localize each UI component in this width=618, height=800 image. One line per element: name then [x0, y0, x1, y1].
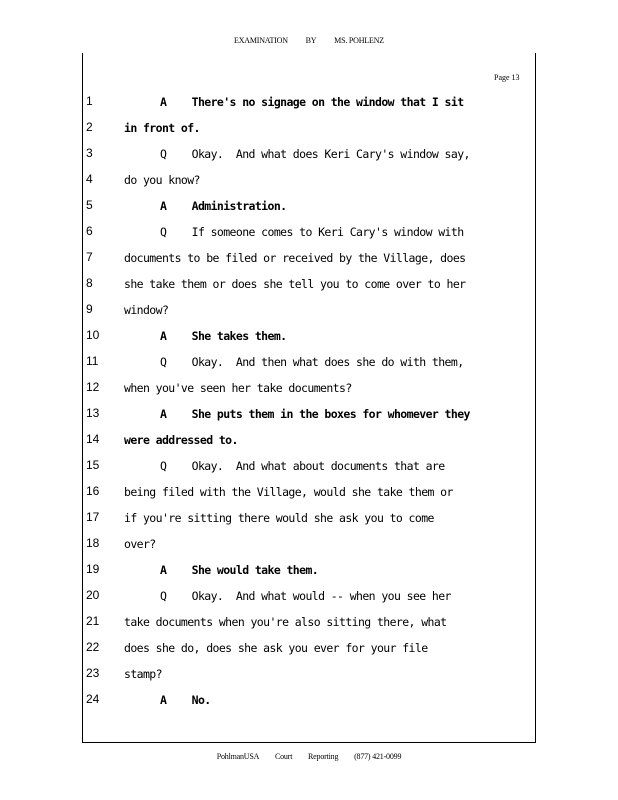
line-number: 8 [86, 276, 93, 290]
line-number: 14 [86, 432, 100, 446]
line-number: 15 [86, 458, 100, 472]
line-number: 19 [86, 562, 100, 576]
line-text: window? [124, 303, 169, 317]
transcript-header [0, 36, 618, 45]
footer-court: Court [275, 752, 293, 761]
line-number: 21 [86, 614, 100, 628]
line-text: she take them or does she tell you to come over to her [124, 277, 466, 291]
line-number: 7 [86, 250, 93, 264]
footer-company: PohlmanUSA [216, 752, 260, 761]
line-text: being filed with the Village, would she take them or [124, 485, 453, 499]
header-by: BY [305, 36, 317, 45]
line-number: 18 [86, 536, 100, 550]
line-number: 2 [86, 120, 93, 134]
line-text: do you know? [124, 173, 200, 187]
line-number: 1 [86, 94, 93, 108]
line-text: does she do, does she ask you ever for your file [124, 641, 428, 655]
line-number: 11 [86, 354, 99, 368]
line-text: Q Okay. And what does Keri Cary's window say, [160, 147, 470, 161]
line-text: documents to be filed or received by the Village, does [124, 251, 466, 265]
line-text: A No. [160, 693, 211, 707]
transcript-line [0, 692, 618, 725]
line-text: A She puts them in the boxes for whomever they [160, 407, 470, 421]
line-text: A She would take them. [160, 563, 319, 577]
transcript-footer [0, 752, 618, 761]
line-number: 4 [86, 172, 93, 186]
line-number: 16 [86, 484, 100, 498]
line-number: 3 [86, 146, 93, 160]
line-text: A She takes them. [160, 329, 287, 343]
line-text: take documents when you're also sitting there, what [124, 615, 447, 629]
line-text: Q Okay. And then what does she do with them, [160, 355, 464, 369]
line-number: 22 [86, 640, 100, 654]
header-examiner: MS. POHLENZ [334, 36, 384, 45]
page-number: Page 13 [494, 73, 520, 82]
line-number: 5 [86, 198, 93, 212]
line-number: 9 [86, 302, 93, 316]
line-number: 12 [86, 380, 100, 394]
line-text: when you've seen her take documents? [124, 381, 352, 395]
line-text: stamp? [124, 667, 162, 681]
line-text: Q Okay. And what about documents that are [160, 459, 445, 473]
line-text: were addressed to. [124, 433, 238, 447]
line-text: Q If someone comes to Keri Cary's window with [160, 225, 464, 239]
line-text: if you're sitting there would she ask you to come [124, 511, 434, 525]
line-text: over? [124, 537, 156, 551]
line-number: 24 [86, 692, 100, 706]
line-text: A Administration. [160, 199, 287, 213]
line-number: 10 [86, 328, 100, 342]
line-number: 13 [86, 406, 100, 420]
footer-reporting: Reporting [308, 752, 339, 761]
footer-phone: (877) 421-0099 [354, 752, 402, 761]
line-number: 6 [86, 224, 93, 238]
header-examination: EXAMINATION [234, 36, 288, 45]
line-text: Q Okay. And what would -- when you see her [160, 589, 451, 603]
line-text: in front of. [124, 121, 200, 135]
line-number: 20 [86, 588, 100, 602]
line-number: 17 [86, 510, 100, 524]
line-number: 23 [86, 666, 100, 680]
line-text: A There's no signage on the window that I sit [160, 95, 464, 109]
